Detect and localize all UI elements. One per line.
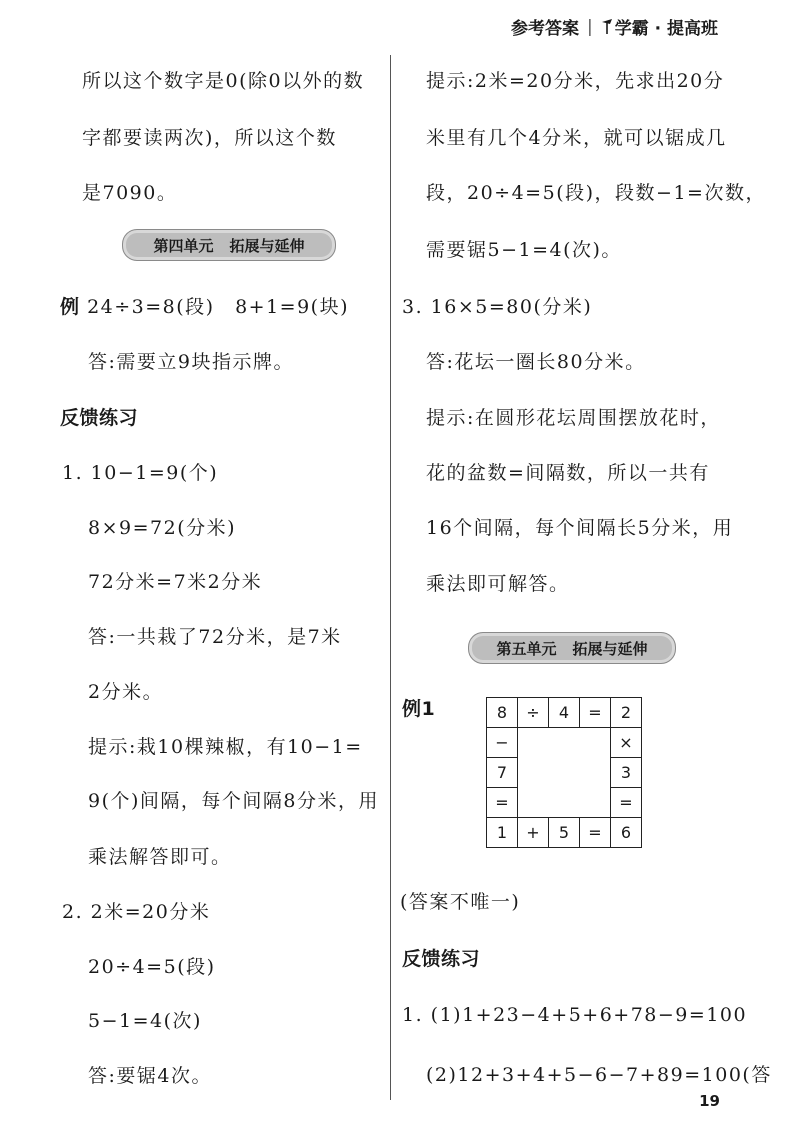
grid-cell: × [611, 728, 642, 758]
grid-cell: = [580, 698, 611, 728]
grid-cell: = [487, 788, 518, 818]
text-line: 段，20÷4=5(段)，段数−1=次数， [426, 182, 766, 204]
text-line: 5−1=4(次) [88, 1010, 202, 1032]
text-line: 花的盆数=间隔数，所以一共有 [426, 462, 710, 484]
banner-title: 拓展与延伸 [229, 236, 305, 255]
grid-cell: 3 [611, 758, 642, 788]
text-line: 8×9=72(分米) [88, 517, 237, 539]
note-line: (答案不唯一) [400, 891, 521, 913]
banner-title: 拓展与延伸 [572, 639, 648, 658]
number-puzzle-grid [486, 697, 642, 848]
text-line: 乘法解答即可。 [88, 846, 232, 868]
question-line: 1. (1)1+23−4+5+6+78−9=100 [402, 1004, 748, 1026]
grid-cell: − [487, 728, 518, 758]
grid-cell: 8 [487, 698, 518, 728]
text-line: 是7090。 [82, 182, 178, 204]
header-brand: 学霸 · 提高班 [614, 19, 718, 39]
answer-line: 答:一共栽了72分米，是7米 [88, 626, 342, 648]
text-line: 9(个)间隔，每个间隔8分米，用 [88, 790, 380, 812]
header-separator: | [586, 16, 593, 37]
grid-cell: 2 [611, 698, 642, 728]
text-line: 乘法即可解答。 [426, 573, 570, 595]
example-line [60, 292, 349, 319]
header-left-label: 参考答案 [510, 19, 579, 39]
grid-cell: 7 [487, 758, 518, 788]
grid-cell: 6 [611, 818, 642, 848]
grid-cell: 5 [549, 818, 580, 848]
section-heading: 反馈练习 [60, 407, 139, 429]
unit-banner [468, 632, 676, 664]
grid-cell: 1 [487, 818, 518, 848]
example-label: 例1 [402, 698, 436, 720]
hint-line: 提示:在圆形花坛周围摆放花时， [426, 407, 721, 429]
grid-cell: 4 [549, 698, 580, 728]
hint-line: 提示:栽10棵辣椒，有10−1= [88, 736, 363, 758]
grid-cell: ÷ [518, 698, 549, 728]
text-line: 2分米。 [88, 681, 164, 703]
text-line: 72分米=7米2分米 [88, 571, 263, 593]
banner-unit: 第五单元 [496, 639, 557, 658]
text-line: 16个间隔，每个间隔长5分米，用 [426, 517, 734, 539]
text-line: 20÷4=5(段) [88, 956, 216, 978]
text-line: 所以这个数字是0(除0以外的数 [82, 70, 365, 92]
graduation-cap-icon [601, 18, 613, 36]
example-label: 例 [60, 296, 80, 318]
unit-banner [122, 229, 336, 261]
text-line: 字都要读两次)，所以这个数 [82, 127, 337, 149]
page-number: 19 [699, 1092, 720, 1110]
text-line: (2)12+3+4+5−6−7+89=100(答 [426, 1064, 772, 1086]
answer-line: 答:要锯4次。 [88, 1065, 212, 1087]
text-line: 米里有几个4分米，就可以锯成几 [426, 127, 727, 149]
answer-line: 答:花坛一圈长80分米。 [426, 351, 646, 373]
example-text: 24÷3=8(段) 8+1=9(块) [87, 296, 350, 318]
hint-line: 提示:2米=20分米，先求出20分 [426, 70, 725, 92]
answer-line: 答:需要立9块指示牌。 [88, 351, 294, 373]
question-line: 1. 10−1=9(个) [62, 462, 219, 484]
grid-cell: = [611, 788, 642, 818]
question-line: 3. 16×5=80(分米) [402, 296, 593, 318]
grid-cell: = [580, 818, 611, 848]
grid-center [518, 728, 611, 818]
section-heading: 反馈练习 [402, 948, 481, 970]
question-line: 2. 2米=20分米 [62, 901, 211, 923]
page-header [511, 14, 718, 39]
text-line: 需要锯5−1=4(次)。 [426, 239, 622, 261]
column-divider [390, 55, 391, 1100]
grid-cell: + [518, 818, 549, 848]
banner-unit: 第四单元 [153, 236, 214, 255]
